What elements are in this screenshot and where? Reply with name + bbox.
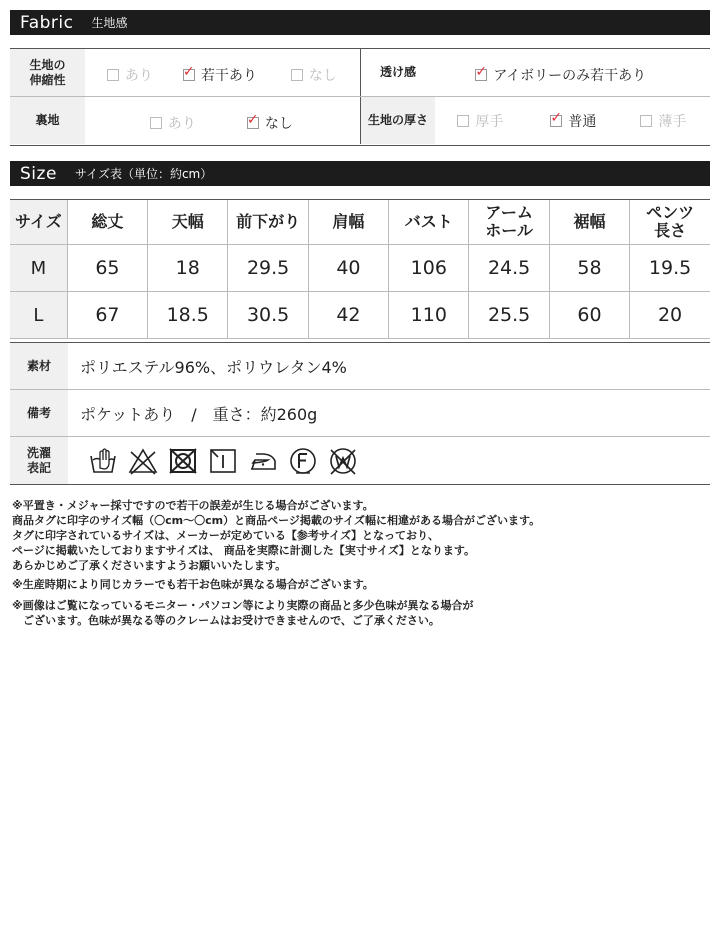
table-cell: 65 bbox=[67, 245, 147, 292]
checkbox-checked-icon: ✓ bbox=[475, 64, 488, 80]
fabric-row-1 bbox=[10, 49, 710, 97]
note-line: タグに印字されているサイズは、メーカーが定めている【参考サイズ】となっており、 bbox=[12, 529, 440, 542]
fabric-row-2 bbox=[10, 97, 710, 144]
thickness-option-usude[interactable]: 薄手 bbox=[640, 111, 686, 131]
lining-label: 裏地 bbox=[10, 97, 85, 144]
column-header: 肩幅 bbox=[308, 200, 388, 245]
hand-wash-icon bbox=[88, 446, 118, 476]
column-header: 天幅 bbox=[148, 200, 228, 245]
care-label: 洗濯 表記 bbox=[10, 437, 68, 484]
line-dry-shade-icon bbox=[208, 446, 238, 476]
thickness-label: 生地の厚さ bbox=[361, 97, 436, 144]
table-cell: 18 bbox=[148, 245, 228, 292]
lining-option-ari[interactable]: あり bbox=[150, 113, 196, 133]
checkbox-icon bbox=[640, 115, 652, 127]
note-line: ※生産時期により同じカラーでも若干お色味が異なる場合がございます。 bbox=[12, 578, 374, 591]
thickness-option-futsuu[interactable]: ✓ 普通 bbox=[550, 110, 597, 130]
note-line: ページに掲載いたしておりますサイズは、 商品を実際に計測した【実寸サイズ】となります。 bbox=[12, 544, 475, 557]
material-value: ポリエステル96%、ポリウレタン4% bbox=[80, 357, 347, 377]
fabric-subtitle: 生地感 bbox=[91, 16, 128, 30]
column-header: ペンツ 長さ bbox=[630, 200, 710, 245]
no-bleach-icon bbox=[128, 446, 158, 476]
table-cell: 106 bbox=[389, 245, 469, 292]
column-header: アーム ホール bbox=[469, 200, 549, 245]
table-cell: 25.5 bbox=[469, 292, 549, 339]
stretch-option-nashi[interactable]: なし bbox=[291, 65, 337, 85]
no-tumble-dry-icon bbox=[168, 446, 198, 476]
table-cell: 110 bbox=[389, 292, 469, 339]
note-line: ございます。色味が異なる等のクレームはお受けできませんので、ご了承ください。 bbox=[12, 614, 440, 627]
size-subtitle: サイズ表（単位：約cm） bbox=[74, 167, 213, 181]
stretch-options bbox=[85, 49, 361, 96]
lining-option-nashi[interactable]: ✓ なし bbox=[246, 112, 293, 132]
fabric-title: Fabric bbox=[20, 12, 74, 33]
table-cell: 60 bbox=[549, 292, 629, 339]
stretch-option-jakkan[interactable]: ✓ 若干あり bbox=[182, 64, 257, 84]
column-header: 前下がり bbox=[228, 200, 308, 245]
note-line: 商品タグに印字のサイズ幅（〇cm〜〇cm）と商品ページ掲載のサイズ幅に相違がある場合がございます。 bbox=[12, 514, 541, 527]
table-cell: 29.5 bbox=[228, 245, 308, 292]
table-row bbox=[10, 245, 710, 292]
remarks-label: 備考 bbox=[10, 390, 68, 436]
size-section-header bbox=[10, 161, 710, 186]
care-icons bbox=[68, 437, 368, 484]
info-table bbox=[10, 342, 710, 485]
column-header: 裾幅 bbox=[549, 200, 629, 245]
size-corner-label: サイズ bbox=[10, 200, 67, 245]
checkbox-icon bbox=[150, 117, 162, 129]
fabric-table bbox=[10, 48, 710, 146]
checkbox-icon bbox=[291, 69, 303, 81]
checkbox-checked-icon: ✓ bbox=[182, 64, 195, 80]
checkbox-checked-icon: ✓ bbox=[246, 112, 259, 128]
table-cell: 24.5 bbox=[469, 245, 549, 292]
remarks-row bbox=[10, 390, 710, 437]
low-iron-icon bbox=[248, 446, 278, 476]
material-row bbox=[10, 343, 710, 390]
note-line: ※画像はご覧になっているモニター・パソコン等により実際の商品と多少色味が異なる場合が bbox=[12, 599, 474, 612]
remarks-value: ポケットあり / 重さ：約260g bbox=[80, 404, 318, 424]
care-row bbox=[10, 437, 710, 484]
stretch-label: 生地の 伸縮性 bbox=[10, 49, 85, 96]
table-cell: 40 bbox=[308, 245, 388, 292]
table-cell: 42 bbox=[308, 292, 388, 339]
notes bbox=[12, 498, 712, 628]
size-title: Size bbox=[20, 163, 57, 184]
fabric-section-header bbox=[10, 10, 710, 35]
checkbox-icon bbox=[107, 69, 119, 81]
sheer-label: 透け感 bbox=[361, 49, 436, 96]
sheer-option-ivory[interactable]: ✓ アイボリーのみ若干あり bbox=[475, 64, 647, 84]
lining-options bbox=[85, 97, 361, 144]
column-header: 総丈 bbox=[67, 200, 147, 245]
table-cell: 67 bbox=[67, 292, 147, 339]
no-wet-clean-icon bbox=[328, 446, 358, 476]
size-table bbox=[10, 199, 710, 339]
note-line: あらかじめご了承くださいますようお願いいたします。 bbox=[12, 559, 287, 572]
checkbox-icon bbox=[457, 115, 469, 127]
table-cell: 18.5 bbox=[148, 292, 228, 339]
sheer-options bbox=[435, 49, 710, 96]
thickness-options bbox=[435, 97, 710, 144]
size-label: L bbox=[10, 292, 67, 339]
checkbox-checked-icon: ✓ bbox=[550, 110, 563, 126]
size-label: M bbox=[10, 245, 67, 292]
table-cell: 30.5 bbox=[228, 292, 308, 339]
table-cell: 19.5 bbox=[630, 245, 710, 292]
thickness-option-atsude[interactable]: 厚手 bbox=[457, 111, 503, 131]
dry-clean-f-icon bbox=[288, 446, 318, 476]
table-cell: 58 bbox=[549, 245, 629, 292]
table-cell: 20 bbox=[630, 292, 710, 339]
note-line: ※平置き・メジャー採寸ですので若干の誤差が生じる場合がございます。 bbox=[12, 499, 374, 512]
size-table-header bbox=[10, 200, 710, 245]
column-header: バスト bbox=[389, 200, 469, 245]
table-row bbox=[10, 292, 710, 339]
material-label: 素材 bbox=[10, 343, 68, 389]
stretch-option-ari[interactable]: あり bbox=[107, 65, 153, 85]
